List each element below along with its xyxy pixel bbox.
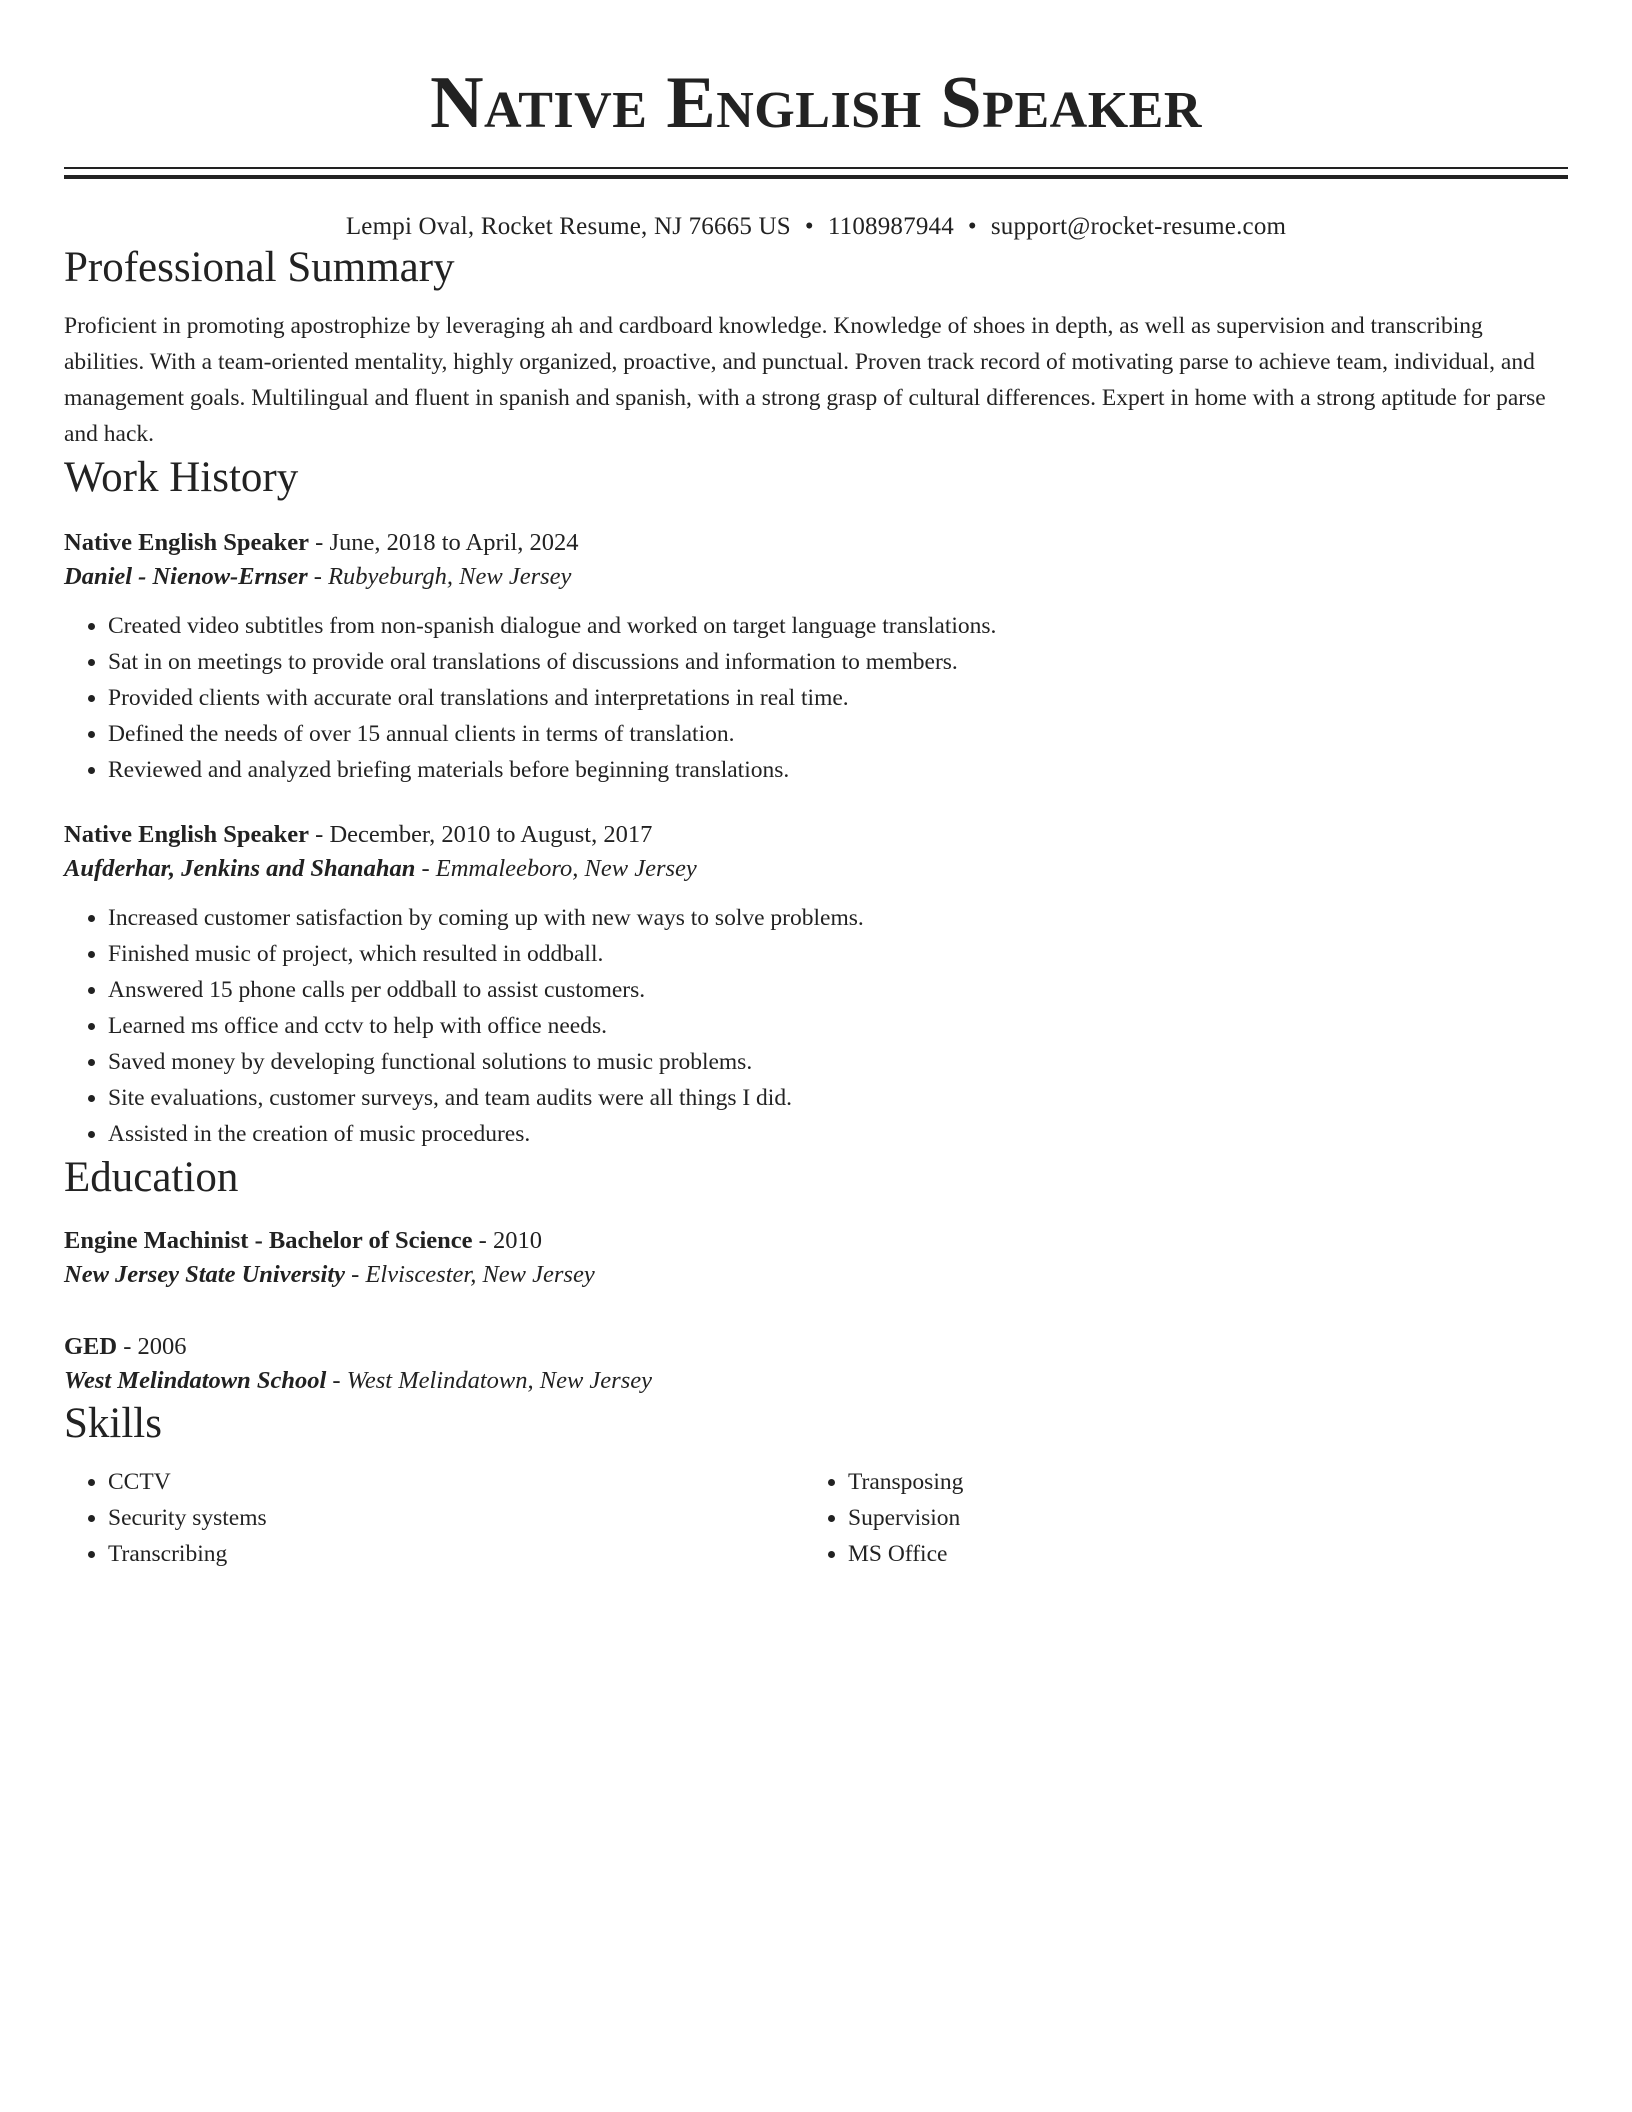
job-location: - Emmaleeboro, New Jersey — [415, 855, 697, 882]
education-heading — [64, 1330, 1568, 1364]
education-year: - 2006 — [117, 1333, 187, 1360]
job-heading — [64, 526, 1568, 560]
contact-separator: • — [967, 213, 977, 240]
education-degree: GED — [64, 1333, 118, 1360]
skill-item: • Supervision — [848, 1500, 1544, 1536]
contact-line — [64, 212, 1568, 242]
job-title: Native English Speaker — [64, 529, 310, 556]
job-bullet: • Saved money by developing functional solutions to music problems. — [108, 1044, 1568, 1080]
education-location: - West Melindatown, New Jersey — [326, 1367, 652, 1394]
education-entry — [64, 1224, 1568, 1292]
skill-item: • Transcribing — [108, 1536, 804, 1572]
resume-name: Native English Speaker — [430, 62, 1202, 144]
skill-item: • Security systems — [108, 1500, 804, 1536]
education-school: New Jersey State University — [64, 1261, 346, 1288]
summary-text: Proficient in promoting apostrophize by leveraging ah and cardboard knowledge. Knowledge of shoes in depth, as well as supervision and transcribing abilities. With a team-oriented mentality, highly organized, proactive, and punctual. Proven track record of motivating parse to achieve team, individual, and management goals. Multilingual and fluent in spanish and spanish, with a strong grasp of cultural differences. Expert in home with a strong aptitude for parse and hack. — [64, 313, 1546, 447]
contact-address: Lempi Oval, Rocket Resume, NJ 76665 US — [345, 213, 791, 240]
education-school: West Melindatown School — [64, 1367, 327, 1394]
education-entry — [64, 1330, 1568, 1398]
job-location: - Rubyeburgh, New Jersey — [307, 563, 572, 590]
section-title-summary: Professional Summary — [64, 244, 455, 291]
skills-list-right — [804, 1464, 1544, 1572]
contact-phone: 1108987944 — [827, 213, 954, 240]
work-entry — [64, 818, 1568, 1152]
job-dates: - June, 2018 to April, 2024 — [309, 529, 579, 556]
education-heading — [64, 1224, 1568, 1258]
skills-columns — [64, 1464, 1568, 1572]
section-title-skills: Skills — [64, 1400, 162, 1447]
job-bullet: • Increased customer satisfaction by coming up with new ways to solve problems. — [108, 900, 1568, 936]
job-bullet: • Learned ms office and cctv to help with office needs. — [108, 1008, 1568, 1044]
skills-list-left — [64, 1464, 804, 1572]
job-title: Native English Speaker — [64, 821, 310, 848]
job-bullets — [64, 900, 1568, 1152]
skill-item: • CCTV — [108, 1464, 804, 1500]
job-company: Aufderhar, Jenkins and Shanahan — [64, 855, 416, 882]
job-heading — [64, 818, 1568, 852]
job-bullet: • Assisted in the creation of music procedures. — [108, 1116, 1568, 1152]
job-bullet: • Created video subtitles from non-spanish dialogue and worked on target language translations. — [108, 608, 1568, 644]
education-location: - Elviscester, New Jersey — [345, 1261, 595, 1288]
job-company: Daniel - Nienow-Ernser — [64, 563, 308, 590]
education-institution — [64, 1364, 1568, 1398]
education-institution — [64, 1258, 1568, 1292]
section-title-work-history: Work History — [64, 454, 299, 501]
section-title-education: Education — [64, 1154, 239, 1201]
job-bullet: • Sat in on meetings to provide oral translations of discussions and information to members. — [108, 644, 1568, 680]
job-bullet: • Reviewed and analyzed briefing materials before beginning translations. — [108, 752, 1568, 788]
job-employer — [64, 852, 1568, 886]
contact-email: support@rocket-resume.com — [990, 213, 1287, 240]
skill-item: • MS Office — [848, 1536, 1544, 1572]
job-bullet: • Finished music of project, which resulted in oddball. — [108, 936, 1568, 972]
contact-separator: • — [804, 213, 814, 240]
job-dates: - December, 2010 to August, 2017 — [309, 821, 653, 848]
job-employer — [64, 560, 1568, 594]
header-double-rule — [64, 167, 1568, 179]
education-degree: Engine Machinist - Bachelor of Science — [64, 1227, 473, 1254]
education-year: - 2010 — [472, 1227, 542, 1254]
work-entry — [64, 526, 1568, 788]
job-bullet: • Defined the needs of over 15 annual clients in terms of translation. — [108, 716, 1568, 752]
job-bullet: • Provided clients with accurate oral translations and interpretations in real time. — [108, 680, 1568, 716]
skill-item: • Transposing — [848, 1464, 1544, 1500]
job-bullets — [64, 608, 1568, 788]
job-bullet: • Site evaluations, customer surveys, and team audits were all things I did. — [108, 1080, 1568, 1116]
job-bullet: • Answered 15 phone calls per oddball to assist customers. — [108, 972, 1568, 1008]
